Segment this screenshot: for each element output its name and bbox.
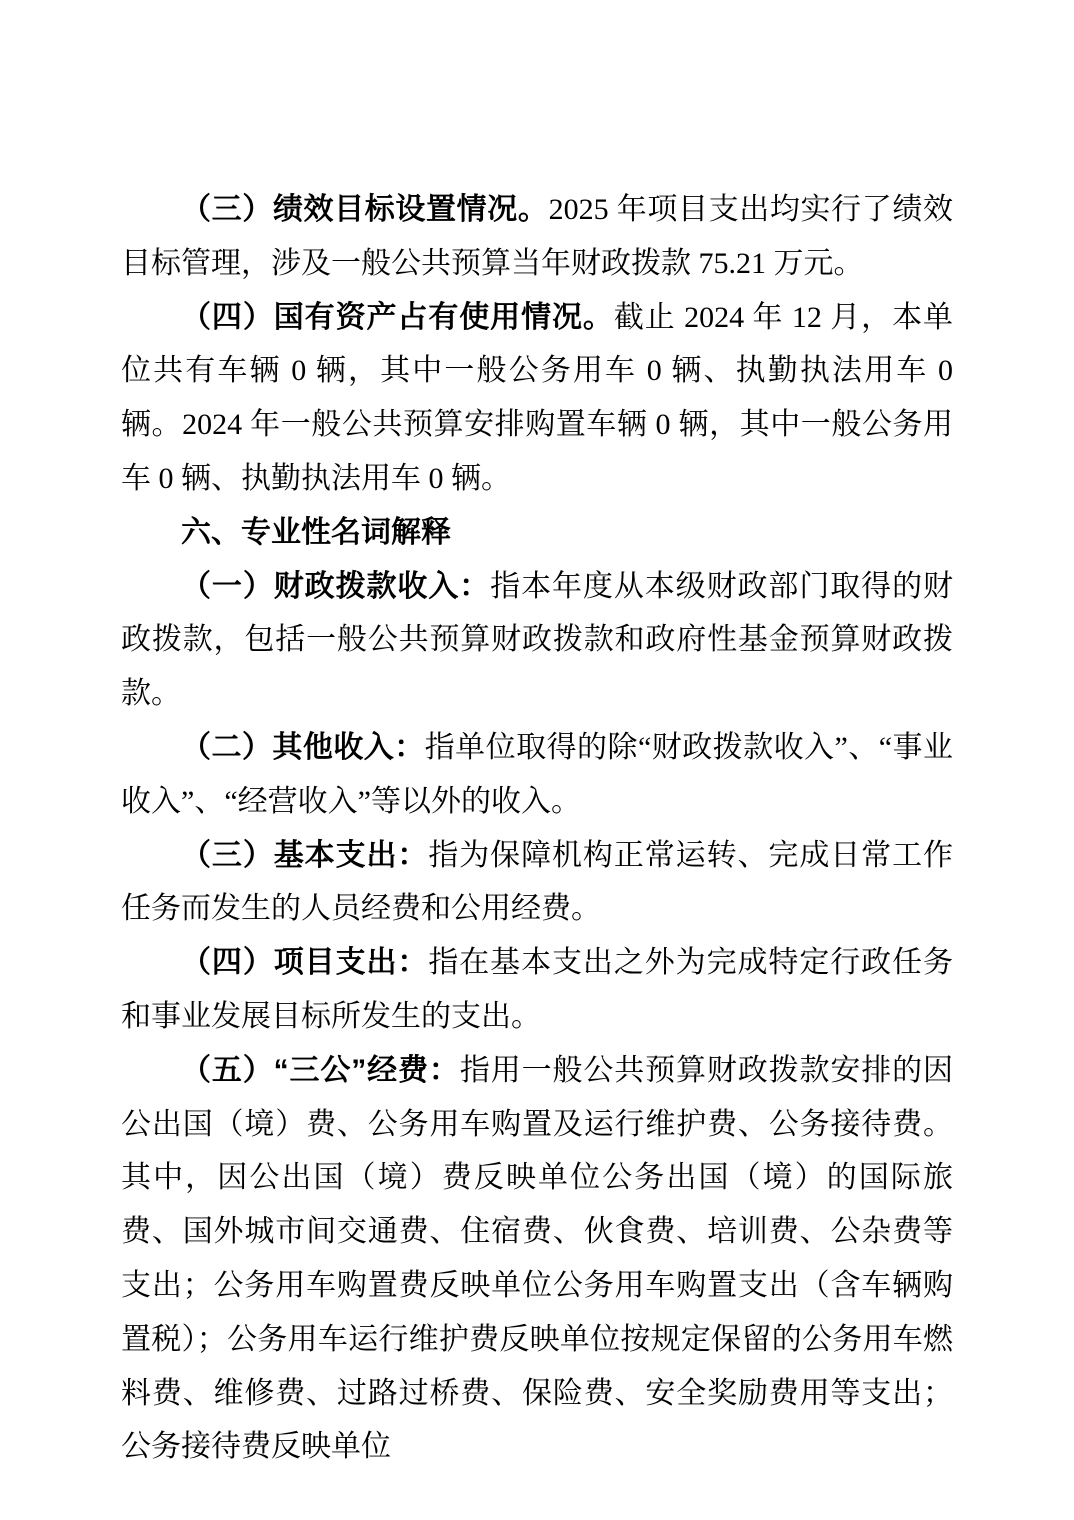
term-lead-three-public-funds: （五）“三公”经费： <box>181 1053 460 1087</box>
term-lead-fiscal-appropriation-income: （一）财政拨款收入： <box>181 569 491 603</box>
term-text-other-income: 指单位取得的除“财政拨款收入”、“事业收入”、“经营收入”等以外的收入。 <box>121 730 954 818</box>
paragraph-lead-performance-targets: （三）绩效目标设置情况。 <box>181 193 549 226</box>
paragraph-performance-targets <box>121 183 953 291</box>
term-fiscal-appropriation-income <box>121 560 953 721</box>
term-basic-expenditure <box>121 829 953 937</box>
term-lead-other-income: （二）其他收入： <box>181 730 425 764</box>
paragraph-text-state-assets: 截止 2024 年 12 月，本单位共有车辆 0 辆，其中一般公务用车 0 辆、执勤执法用车 0 辆。2024 年一般公共预算安排购置车辆 0 辆，其中一般公务用车 0 辆、执勤执法用车 0 辆。 <box>121 300 954 495</box>
paragraph-state-assets <box>121 291 953 506</box>
term-other-income <box>121 721 953 829</box>
term-text-basic-expenditure: 指为保障机构正常运转、完成日常工作任务而发生的人员经费和公用经费。 <box>121 838 954 926</box>
term-text-three-public-funds: 指用一般公共预算财政拨款安排的因公出国（境）费、公务用车购置及运行维护费、公务接待费。其中，因公出国（境）费反映单位公务出国（境）的国际旅费、国外城市间交通费、住宿费、伙食费、培训费、公杂费等支出；公务用车购置费反映单位公务用车购置支出（含车辆购置税）；公务用车运行维护费反映单位按规定保留的公务用车燃料费、维修费、过路过桥费、保险费、安全奖励费用等支出；公务接待费反映单位 <box>121 1053 954 1464</box>
term-text-project-expenditure: 指在基本支出之外为完成特定行政任务和事业发展目标所发生的支出。 <box>121 946 954 1033</box>
term-three-public-funds <box>121 1044 953 1474</box>
section-heading-terms <box>121 506 953 560</box>
term-lead-basic-expenditure: （三）基本支出： <box>181 838 429 872</box>
term-lead-project-expenditure: （四）项目支出： <box>181 946 429 980</box>
term-text-fiscal-appropriation-income: 指本年度从本级财政部门取得的财政拨款，包括一般公共预算财政拨款和政府性基金预算财政拨款。 <box>121 569 954 711</box>
section-heading-terms-label: 六、专业性名词解释 <box>181 515 451 549</box>
term-project-expenditure <box>121 936 953 1044</box>
paragraph-lead-state-assets: （四）国有资产占有使用情况。 <box>181 300 614 334</box>
paragraph-text-performance-targets: 2025 年项目支出均实行了绩效目标管理，涉及一般公共预算当年财政拨款 75.21 万元。 <box>121 193 954 280</box>
